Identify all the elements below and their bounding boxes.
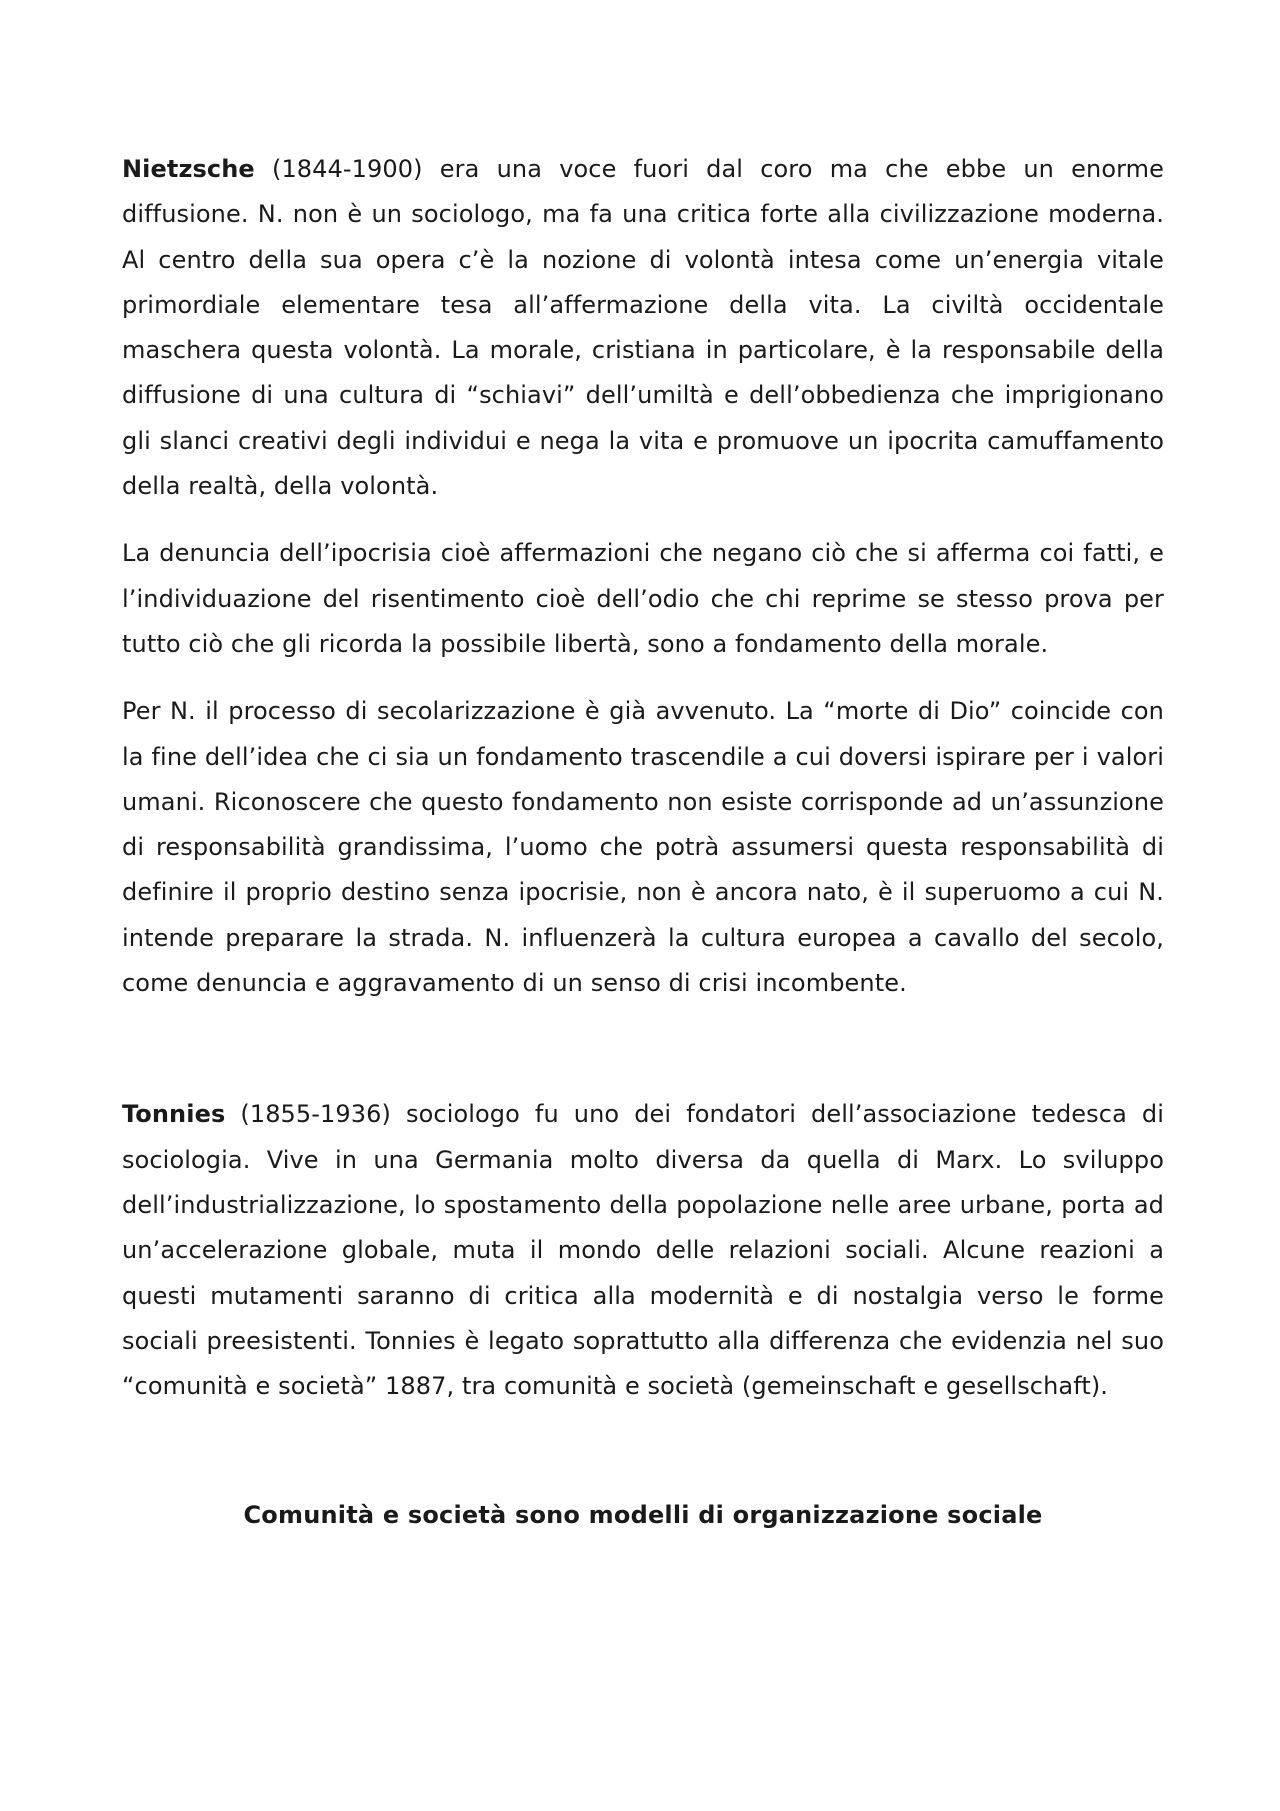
paragraph-ipocrisia-text: La denuncia dell’ipocrisia cioè affermazioni che negano ciò che si afferma coi fatti, e l’individuazione del risentimento cioè dell’odio che chi reprime se stesso prova per tutto ciò che gli ricorda la possibile libertà, sono a fondamento della morale. bbox=[122, 539, 1164, 658]
paragraph-ipocrisia bbox=[122, 531, 1164, 667]
paragraph-tonnies bbox=[122, 1092, 1164, 1409]
document-page bbox=[122, 147, 1164, 1538]
paragraph-secolarizzazione bbox=[122, 689, 1164, 1006]
paragraph-nietzsche-text: (1844-1900) era una voce fuori dal coro ma che ebbe un enorme diffusione. N. non è un sociologo, ma fa una critica forte alla civilizzazione moderna. Al centro della sua opera c’è la nozione di volontà intesa come un’energia vitale primordiale elementare tesa all’affermazione della vita. La civiltà occidentale maschera questa volontà. La morale, cristiana in particolare, è la responsabile della diffusione di una cultura di “schiavi” dell’umiltà e dell’obbedienza che imprigionano gli slanci creativi degli individui e nega la vita e promuove un ipocrita camuffamento della realtà, della volontà. bbox=[122, 155, 1164, 501]
paragraph-tonnies-text: (1855-1936) sociologo fu uno dei fondatori dell’associazione tedesca di sociologia. Vive in una Germania molto diversa da quella di Marx. Lo sviluppo dell’industrializzazione, lo spostamento della popolazione nelle aree urbane, porta ad un’accelerazione globale, muta il mondo delle relazioni sociali. Alcune reazioni a questi mutamenti saranno di critica alla modernità e di nostalgia verso le forme sociali preesistenti. Tonnies è legato soprattutto alla differenza che evidenzia nel suo “comunità e società” 1887, tra comunità e società (gemeinschaft e gesellschaft). bbox=[122, 1100, 1164, 1401]
name-nietzsche: Nietzsche bbox=[122, 155, 255, 183]
section-heading: Comunità e società sono modelli di organizzazione sociale bbox=[243, 1501, 1043, 1530]
name-tonnies: Tonnies bbox=[122, 1100, 226, 1129]
paragraph-nietzsche bbox=[122, 147, 1164, 509]
paragraph-secolarizzazione-text: Per N. il processo di secolarizzazione è già avvenuto. La “morte di Dio” coincide con la fine dell’idea che ci sia un fondamento trascendile a cui doversi ispirare per i valori umani. Riconoscere che questo fondamento non esiste corrisponde ad un’assunzione di responsabilità grandissima, l’uomo che potrà assumersi questa responsabilità di definire il proprio destino senza ipocrisie, non è ancora nato, è il superuomo a cui N. intende preparare la strada. N. influenzerà la cultura europea a cavallo del secolo, come denuncia e aggravamento di un senso di crisi incombente. bbox=[122, 697, 1164, 998]
